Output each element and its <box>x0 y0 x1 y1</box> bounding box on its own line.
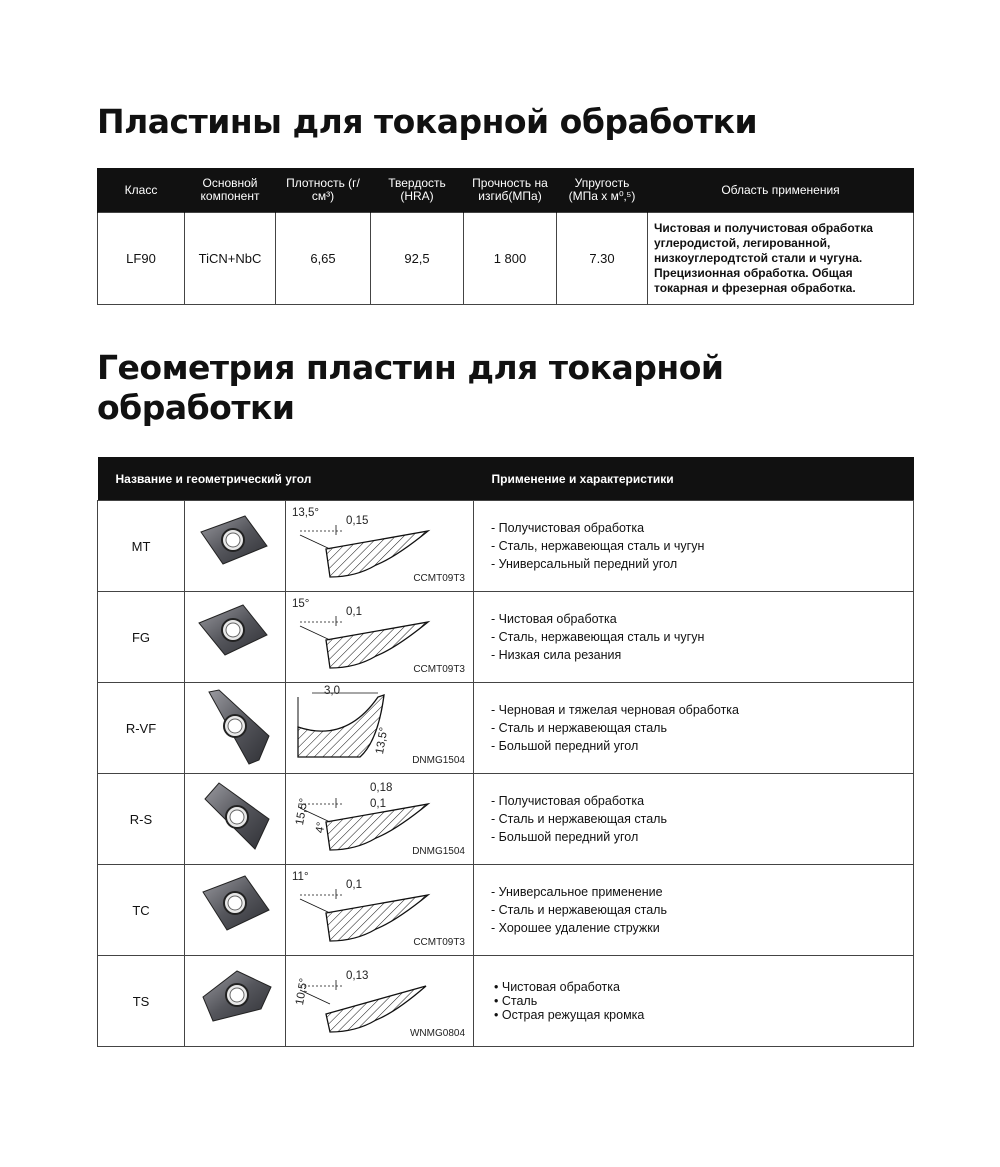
secondary-edge-label: 0,1 <box>370 798 386 810</box>
column-header-class: Класс <box>98 168 185 213</box>
insert-model: CCMT09T3 <box>413 937 465 948</box>
list-item: - Низкая сила резания <box>491 646 913 664</box>
application-list <box>491 792 913 846</box>
application-cell <box>474 592 914 683</box>
geometry-code: FG <box>98 592 185 683</box>
column-header-name: Название и геометрический угол <box>98 457 474 501</box>
insert-image-icon <box>189 684 281 768</box>
table-row <box>98 592 914 683</box>
list-item: - Универсальное применение <box>491 883 913 901</box>
table-row <box>98 213 914 305</box>
insert-photo <box>185 865 286 956</box>
secondary-angle-label: 4° <box>314 821 328 835</box>
list-item: - Чистовая обработка <box>491 610 913 628</box>
insert-image-icon <box>189 775 281 859</box>
column-header-strength: Прочность на изгиб(МПа) <box>464 168 557 213</box>
application-list <box>491 701 913 755</box>
specs-table <box>97 168 914 305</box>
geometry-sketch <box>286 865 474 956</box>
insert-model: DNMG1504 <box>412 755 465 766</box>
table-row <box>98 501 914 592</box>
geometry-code: MT <box>98 501 185 592</box>
insert-image-icon <box>189 502 281 586</box>
geometry-sketch <box>286 501 474 592</box>
insert-image-icon <box>189 866 281 950</box>
table-header-row <box>98 168 914 213</box>
application-list <box>491 519 913 573</box>
application-cell <box>474 774 914 865</box>
table-row <box>98 683 914 774</box>
cell-elasticity: 7.30 <box>557 213 648 305</box>
edge-label: 0,15 <box>346 515 369 527</box>
list-item: - Черновая и тяжелая черновая обработка <box>491 701 913 719</box>
angle-label: 15,5° <box>294 797 311 827</box>
geometry-sketch <box>286 683 474 774</box>
column-header-elasticity: Упругость (МПа х м⁰‚⁵) <box>557 168 648 213</box>
list-item: - Сталь, нержавеющая сталь и чугун <box>491 537 913 555</box>
insert-photo <box>185 683 286 774</box>
edge-label: 0,18 <box>370 782 393 794</box>
list-item: - Сталь и нержавеющая сталь <box>491 810 913 828</box>
list-item: - Сталь и нержавеющая сталь <box>491 901 913 919</box>
angle-label: 15° <box>292 598 310 610</box>
cell-hardness: 92,5 <box>371 213 464 305</box>
section-title: Геометрия пластин для токарной обработки <box>97 348 724 427</box>
column-header-density: Плотность (г/см³) <box>276 168 371 213</box>
column-header-component: Основной компонент <box>185 168 276 213</box>
angle-label: 13,5° <box>374 726 391 756</box>
edge-label: 0,1 <box>346 606 362 618</box>
geometry-code: R-VF <box>98 683 185 774</box>
cell-application: Чистовая и получистовая обработка углеродистой, легированной, низкоуглеродтстой стали и чугуна. Прецизионная обработка. Общая токарная и фрезерная обработка. <box>648 213 914 305</box>
list-item: - Хорошее удаление стружки <box>491 919 913 937</box>
insert-model: WNMG0804 <box>409 1028 465 1039</box>
insert-image-icon <box>189 957 281 1041</box>
table-header-row <box>98 457 914 501</box>
geometry-code: R-S <box>98 774 185 865</box>
insert-model: CCMT09T3 <box>413 573 465 584</box>
insert-photo <box>185 774 286 865</box>
list-item: • Острая режущая кромка <box>494 1008 913 1022</box>
cell-strength: 1 800 <box>464 213 557 305</box>
geometry-table <box>97 457 914 1047</box>
insert-photo <box>185 592 286 683</box>
application-list <box>491 980 913 1022</box>
geometry-code: TC <box>98 865 185 956</box>
page-title: Пластины для токарной обработки <box>97 102 758 141</box>
column-header-application: Область применения <box>648 168 914 213</box>
insert-photo <box>185 956 286 1047</box>
cell-component: TiCN+NbC <box>185 213 276 305</box>
edge-label: 3,0 <box>324 685 340 697</box>
insert-model: DNMG1504 <box>412 846 465 857</box>
list-item: - Сталь и нержавеющая сталь <box>491 719 913 737</box>
edge-label: 0,13 <box>346 970 369 982</box>
column-header-application: Применение и характеристики <box>474 457 914 501</box>
geometry-sketch <box>286 956 474 1047</box>
table-row <box>98 865 914 956</box>
insert-photo <box>185 501 286 592</box>
angle-label: 13,5° <box>292 507 319 519</box>
application-cell <box>474 956 914 1047</box>
application-list <box>491 883 913 937</box>
list-item: - Большой передний угол <box>491 828 913 846</box>
geometry-code: TS <box>98 956 185 1047</box>
list-item: - Универсальный передний угол <box>491 555 913 573</box>
angle-label: 10,5° <box>294 977 311 1007</box>
cell-density: 6,65 <box>276 213 371 305</box>
cell-class: LF90 <box>98 213 185 305</box>
column-header-hardness: Твердость (HRA) <box>371 168 464 213</box>
edge-label: 0,1 <box>346 879 362 891</box>
list-item: • Сталь <box>494 994 913 1008</box>
geometry-sketch <box>286 592 474 683</box>
list-item: - Получистовая обработка <box>491 519 913 537</box>
application-cell <box>474 683 914 774</box>
application-list <box>491 610 913 664</box>
application-cell <box>474 865 914 956</box>
geometry-sketch <box>286 774 474 865</box>
insert-model: CCMT09T3 <box>413 664 465 675</box>
insert-image-icon <box>189 593 281 677</box>
table-row <box>98 956 914 1047</box>
angle-label: 11° <box>292 871 309 883</box>
table-row <box>98 774 914 865</box>
application-cell <box>474 501 914 592</box>
list-item: - Большой передний угол <box>491 737 913 755</box>
list-item: - Получистовая обработка <box>491 792 913 810</box>
list-item: - Сталь, нержавеющая сталь и чугун <box>491 628 913 646</box>
list-item: • Чистовая обработка <box>494 980 913 994</box>
